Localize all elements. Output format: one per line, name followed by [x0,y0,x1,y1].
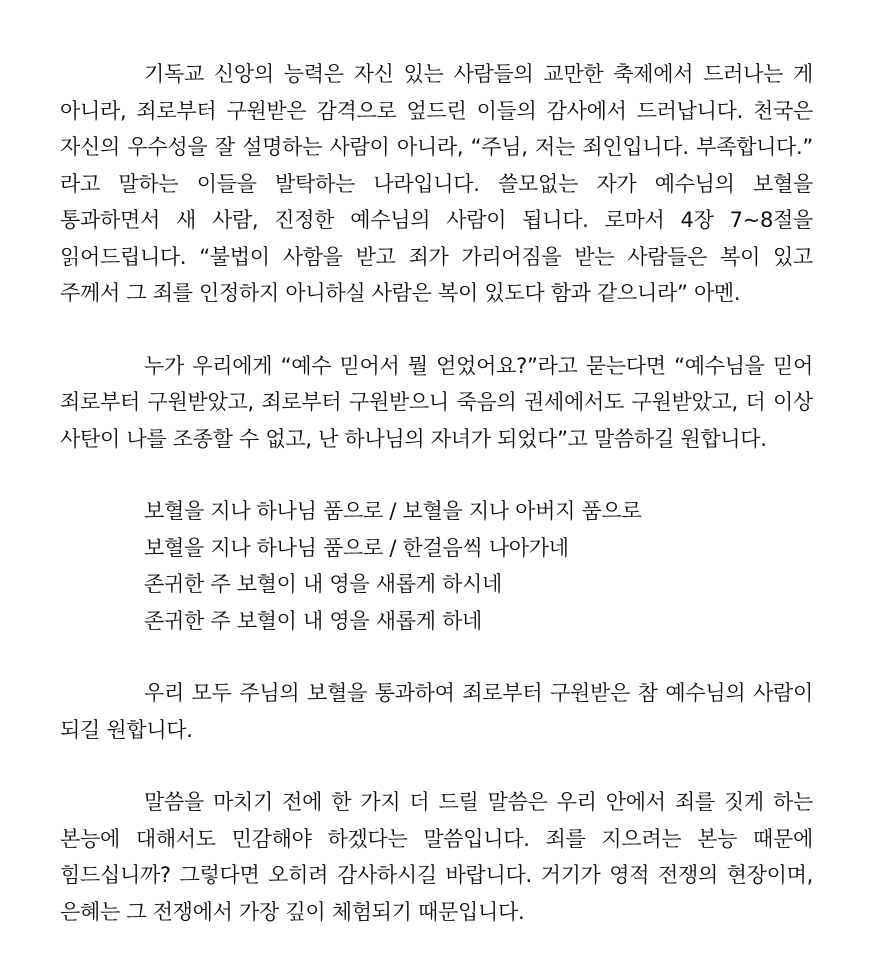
hymn-line-2: 보혈을 지나 하나님 품으로 / 한걸음씩 나아가네 [144,535,569,560]
hymn-line-1: 보혈을 지나 하나님 품으로 / 보혈을 지나 아버지 품으로 [144,499,642,523]
paragraph-what-gained: 누가 우리에게 “예수 믿어서 뭘 얻었어요?”라고 묻는다면 “예수님을 믿어 죄로부터 구원받았고, 죄로부터 구원받으니 죽음의 권세에서도 구원받았고, 더 이상 사탄이 나를 조종할 수 없고, 난 하나님의 자녀가 되었다”고 말씀하길 원합니다. [60,353,813,451]
paragraph-faith-power: 기독교 신앙의 능력은 자신 있는 사람들의 교만한 축제에서 드러나는 게 아니라, 죄로부터 구원받은 감격으로 엎드린 이들의 감사에서 드러납니다. 천국은 자신의 우수성을 잘 설명하는 사람이 아니라, “주님, 저는 죄인입니다. 부족합니다.” 라고 말하는 이들을 발탁하는 나라입니다. 쓸모없는 자가 예수님의 보혈을 통과하면서 새 사람, 진정한 예수님의 사람이 됩니다. 로마서 4장 7~8절을 읽어드립니다. “불법이 사함을 받고 죄가 가리어짐을 받는 사람들은 복이 있고 주께서 그 죄를 인정하지 아니하실 사람은 복이 있도다 함과 같으니라” 아멘. [60,62,813,305]
paragraph-closing: 말씀을 마치기 전에 한 가지 더 드릴 말씀은 우리 안에서 죄를 짓게 하는 본능에 대해서도 민감해야 하겠다는 말씀입니다. 죄를 지으려는 본능 때문에 힘드십니까? 그렇다면 오히려 감사하시길 바랍니다. 거기가 영적 전쟁의 현장이며, 은혜는 그 전쟁에서 가장 깊이 체험되기 때문입니다. [60,790,813,924]
hymn-line-4: 존귀한 주 보혈이 내 영을 새롭게 하네 [144,608,483,633]
paragraph-wish: 우리 모두 주님의 보혈을 통과하여 죄로부터 구원받은 참 예수님의 사람이 되길 원합니다. [60,681,813,742]
hymn-lyrics [60,493,813,639]
hymn-line-3: 존귀한 주 보혈이 내 영을 새롭게 하시네 [144,572,503,596]
